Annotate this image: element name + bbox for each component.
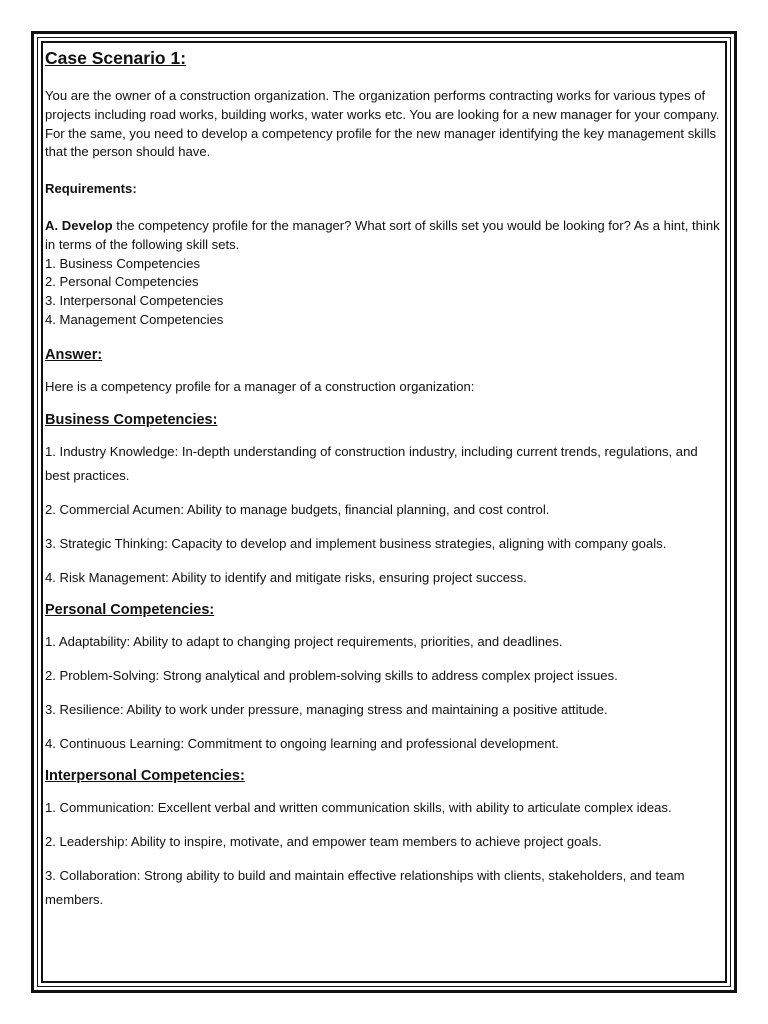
skill-set-item: 3. Interpersonal Competencies [45,293,224,309]
requirements-label: Requirements: [45,181,137,197]
task-text: the competency profile for the manager? What sort of skills set you would be looking for? As a hint, think in terms of the following skill sets. [45,217,720,252]
task-statement [45,217,723,255]
document-body [45,45,723,921]
personal-point: 4. Continuous Learning: Commitment to ongoing learning and professional development. [45,735,559,751]
answer-intro: Here is a competency profile for a manager of a construction organization: [45,378,475,394]
personal-point: 2. Problem-Solving: Strong analytical and problem-solving skills to address complex project issues. [45,667,618,683]
scenario-intro: You are the owner of a construction organization. The organization performs contracting works for various types of projects including road works, building works, water works etc. You are looking for a new manager for your company. For the same, you need to develop a competency profile for the new manager identifying the key management skills that the person should have. [45,88,720,160]
section-heading-personal: Personal Competencies: [45,601,215,618]
interpersonal-point: 1. Communication: Excellent verbal and written communication skills, with ability to articulate complex ideas. [45,799,672,815]
skill-set-item: 1. Business Competencies [45,255,201,271]
section-heading-business: Business Competencies: [45,411,218,428]
task-lead: A. Develop [45,217,113,233]
skill-set-list [45,255,723,330]
answer-heading: Answer: [45,346,103,363]
business-point: 4. Risk Management: Ability to identify and mitigate risks, ensuring project success. [45,569,527,585]
interpersonal-point: 3. Collaboration: Strong ability to build and maintain effective relationships with clients, stakeholders, and team members. [45,867,685,907]
personal-point: 1. Adaptability: Ability to adapt to changing project requirements, priorities, and deadlines. [45,633,563,649]
skill-set-item: 4. Management Competencies [45,311,224,327]
skill-set-item: 2. Personal Competencies [45,274,199,290]
interpersonal-point: 2. Leadership: Ability to inspire, motivate, and empower team members to achieve project goals. [45,833,602,849]
business-point: 2. Commercial Acumen: Ability to manage budgets, financial planning, and cost control. [45,501,550,517]
business-point: 1. Industry Knowledge: In-depth understanding of construction industry, including current trends, regulations, and best practices. [45,443,698,483]
section-heading-interpersonal: Interpersonal Competencies: [45,767,245,784]
spacer [45,330,723,344]
case-title: Case Scenario 1: [45,48,187,68]
personal-point: 3. Resilience: Ability to work under pressure, managing stress and maintaining a positive attitude. [45,701,608,717]
business-point: 3. Strategic Thinking: Capacity to develop and implement business strategies, aligning with company goals. [45,535,667,551]
